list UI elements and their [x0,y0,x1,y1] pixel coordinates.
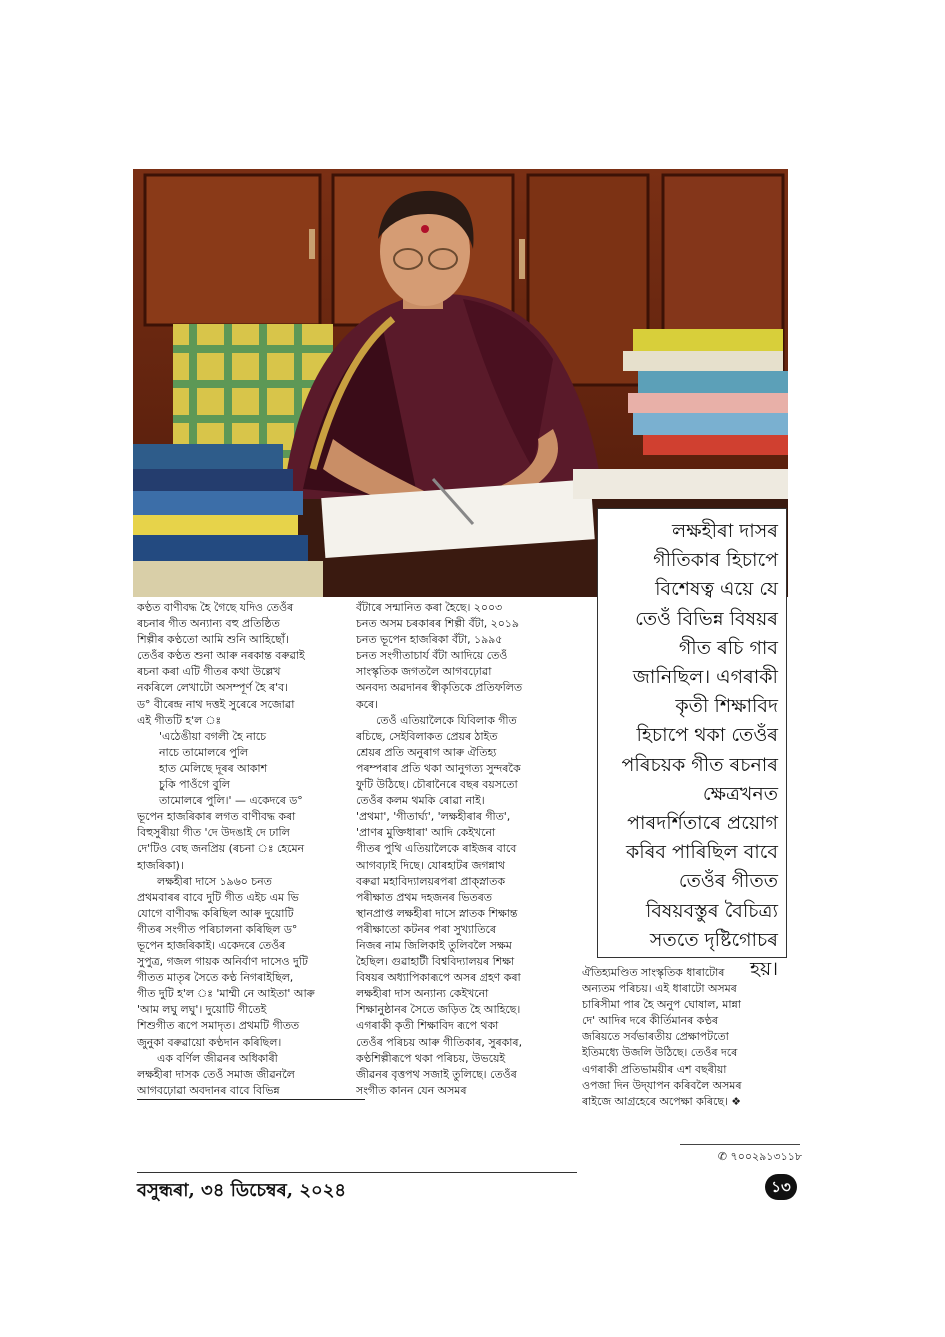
text-line: 'প্ৰাণৰ মুক্তিধাৰা' আদি কেইখনো [356,826,496,840]
text-line: প্ৰথমবাৰৰ বাবে দুটি গীত এইচ এম ভি [137,890,299,904]
verse-line: হাত মেলিছে দূৰৰ আকাশ [159,761,268,775]
text-line: শ্ৰেয়ৰ প্ৰতি অনুৰাগ আৰু ঐতিহ্য [356,745,497,759]
pull-quote-line: বিশেষত্ব এয়ে যে [655,578,778,601]
pull-quote-line: গীত ৰচি গাব [678,636,778,659]
verse-line: তামোলৰে পুলি।' — একেদৰে ড° [159,794,303,808]
text-line: এক বৰ্ণিল জীৱনৰ অধিকাৰী [157,1051,278,1065]
pull-quote-line: তেওঁ বিভিন্ন বিষয়ৰ [635,607,778,630]
text-line: চাৰিসীমা পাৰ হৈ অনুপ ঘোষাল, মান্না [582,998,741,1012]
text-line: লক্ষহীৰা দাস অন্যান্য কেইখনো [356,987,489,1001]
text-line: কৰে। [356,697,379,711]
text-line: 'আম লঘু লঘু'। দুয়োটি গীতেই [137,1003,267,1017]
article-column-2 [356,600,580,1099]
text-line: তেওঁৰ কলম থমকি ৰোৱা নাই। [356,794,485,808]
text-line: শিল্পীৰ কণ্ঠতো আমি শুনি আহিছোঁ। [137,633,289,647]
text-line: বিহুসুৰীয়া গীত 'দে উদঙাই দে ঢালি [137,826,290,840]
text-line: জৰিয়তে সৰ্বভাৰতীয় প্ৰেক্ষাপটতো [582,1030,729,1044]
footer-divider [137,1172,577,1173]
pull-quote-line: জানিছিল। এগৰাকী [632,666,778,689]
text-line: তেওঁৰ পৰিচয় আৰু গীতিকাৰ, সুৰকাৰ, [356,1035,523,1049]
pull-quote-line: গীতিকাৰ হিচাপে [653,549,778,572]
text-line: লক্ষহীৰা দাসে ১৯৬০ চনত [157,874,272,888]
text-line: ৰচনা কৰা এটি গীতৰ কথা উল্লেখ [137,665,281,679]
text-line: আগবঢ়োৱা অবদানৰ বাবে বিভিন্ন [137,1083,365,1100]
text-line: পৰীক্ষাত প্ৰথম দহজনৰ ভিতৰত [356,890,492,904]
text-line: অনবদ্য অৱদানৰ স্বীকৃতিকে প্ৰতিফলিত [356,681,522,695]
phone-divider [680,1144,800,1145]
text-line: গীতৰ সংগীত পৰিচালনা কৰিছিল ড° [137,922,298,936]
text-line: হৈছিল। গুৱাহাটী বিশ্ববিদ্যালয়ৰ শিক্ষা [356,955,515,969]
text-line: কণ্ঠত বাণীবদ্ধ হৈ গৈছে যদিও তেওঁৰ [137,601,294,614]
text-line: এগৰাকী প্ৰতিভাময়ীৰ এশ বছৰীয়া [582,1062,727,1076]
text-line: দে' আদিৰ দৰে কীৰ্তিমানৰ কণ্ঠৰ [582,1014,719,1028]
footer-magazine-date: বসুন্ধৰা, ৩৪ ডিচেম্বৰ, ২০২৪ [137,1180,347,1201]
verse-line: নাচে তামোলৰে পুলি [159,745,248,759]
pull-quote-line: তেওঁৰ গীতত [678,870,778,893]
pull-quote-line: হয়। [750,958,778,981]
text-line: নকৰিলে লেখাটো অসম্পূৰ্ণ হৈ ৰ'ব। [137,681,289,695]
text-line: গীতত মাতৃৰ সৈতে কণ্ঠ নিগৰাইছিল, [137,971,294,985]
text-line: যোগে বাণীবদ্ধ কৰিছিল আৰু দুয়োটি [137,906,294,920]
author-phone: ✆ ৭০০২৯১৩১১৮ [717,1150,802,1163]
text-line: অন্যতম পৰিচয়। এই ধাৰাটো অসমৰ [582,982,737,996]
text-line: বঁটাৰে সন্মানিত কৰা হৈছে। ২০০৩ [356,601,503,614]
text-line: বিষয়ৰ অধ্যাপিকাৰূপে অসৰ গ্ৰহণ কৰা [356,971,521,985]
text-line: স্থানপ্ৰাপ্ত লক্ষহীৰা দাসে স্নাতক শিক্ষান্ত [356,906,518,920]
text-line: দে'টিও বেছ জনপ্ৰিয় (ৰচনা ঃ হেমেন [137,842,305,856]
text-line: কণ্ঠশিল্পীৰূপে থকা পৰিচয়, উভয়েই [356,1051,506,1065]
article-column-1 [137,600,365,1100]
pull-quote-line: ক্ষেত্ৰখনত [702,782,778,805]
text-line: ঐতিহ্যমণ্ডিত সাংস্কৃতিক ধাৰাটোৰ [582,966,725,979]
text-line: গীত দুটি হ'ল ঃ 'মাম্মী নে আইতা' আৰু [137,987,315,1001]
text-line: সুপুত্ৰ, গজল গায়ক অনিৰ্বাণ দাসেও দুটি [137,955,308,969]
text-line: চনত সংগীতাচাৰ্য বঁটা আদিয়ে তেওঁ [356,649,508,663]
text-line: ওপজা দিন উদ্‌যাপন কৰিবলৈ অসমৰ [582,1078,742,1092]
text-line: জুনুকা বৰুৱায়ো কণ্ঠদান কৰিছিল। [137,1035,282,1049]
pull-quote-line: পাৰদৰ্শিতাৰে প্ৰয়োগ [627,812,778,835]
verse-line: চুকি পাওঁগে বুলি [159,778,230,792]
text-line: ফুটি উঠিছে। চৌৰানৈৰে বছৰ বয়সতো [356,778,518,792]
text-line: সংগীত কানন যেন অসমৰ [356,1083,467,1097]
page-number: ১৩ [765,1174,797,1200]
text-line: তেওঁৰ কণ্ঠত শুনা আৰু নৰকান্ত বৰুৱাই [137,649,305,663]
text-line: ৰাইজে আগ্ৰহেৰে অপেক্ষা কৰিছে। ❖ [582,1094,742,1108]
pull-quote-line: কৰিব পাৰিছিল বাবে [625,841,778,864]
text-line: নিজৰ নাম জিলিকাই তুলিবলৈ সক্ষম [356,938,512,952]
text-line: এগৰাকী কৃতী শিক্ষাবিদ ৰূপে থকা [356,1019,499,1033]
text-line: ভূপেন হাজৰিকাৰ লগত বাণীবদ্ধ কৰা [137,810,296,824]
text-line: ড° বীৰেন্দ্ৰ নাথ দত্তই সুৰেৰে সজোৱা [137,697,295,711]
pull-quote-line: সততে দৃষ্টিগোচৰ [649,928,778,951]
text-line: সাংস্কৃতিক জগতলৈ আগবঢ়োৱা [356,665,492,679]
pull-quote-line: পৰিচয়ক গীত ৰচনাৰ [621,753,778,776]
pull-quote-line: বিষয়বস্তুৰ বৈচিত্ৰ্য [645,899,778,922]
text-line: লক্ষহীৰা দাসক তেওঁ সমাজ জীৱনলৈ [137,1067,295,1081]
text-line: চনত ভূপেন হাজৰিকা বঁটা, ১৯৯৫ [356,633,503,647]
pull-quote-line: হিচাপে থকা তেওঁৰ [636,724,778,747]
pull-quote-line: লক্ষহীৰা দাসৰ [672,520,778,542]
text-line: হাজৰিকা)। [137,858,184,872]
text-line: আগবঢ়াই দিছে। যোৰহাটৰ জগন্নাথ [356,858,505,872]
text-line: ৰচনাৰ গীত অন্যান্য বহু প্ৰতিষ্ঠিত [137,617,280,631]
text-line: গীতৰ পুথি এতিয়ালৈকে ৰাইজৰ বাবে [356,842,517,856]
text-line: বৰুৱা মহাবিদ্যালয়ৰপৰা প্ৰাক্‌স্নাতক [356,874,505,888]
text-line: পৰম্পৰাৰ প্ৰতি থকা আনুগত্য সুন্দৰকৈ [356,761,521,775]
text-line: চনত অসম চৰকাৰৰ শিল্পী বঁটা, ২০১৯ [356,617,519,631]
pull-quote-line: কৃতী শিক্ষাবিদ [675,695,778,718]
text-line: 'প্ৰথমা', 'গীতাৰ্ঘ্য', 'লক্ষহীৰাৰ গীত', [356,810,511,824]
text-line: পৰীক্ষাতো কটনৰ পৰা সুখ্যাতিৰে [356,922,497,936]
text-line: শিক্ষানুষ্ঠানৰ সৈতে জড়িত হৈ আহিছে। [356,1003,521,1017]
verse-line: 'এঠেঙীয়া বগলী হৈ নাচে [159,729,267,743]
text-line: ভূপেন হাজৰিকাই। একেদৰে তেওঁৰ [137,938,286,952]
text-line: জীৱনৰ বৃত্তপথ সজাই তুলিছে। তেওঁৰ [356,1067,517,1081]
article-column-3 [582,965,801,1110]
text-line: তেওঁ এতিয়ালৈকে যিবিলাক গীত [376,713,517,727]
text-line: শিশুগীত ৰূপে সমাদৃত। প্ৰথমটি গীতত [137,1019,300,1033]
text-line: ৰচিছে, সেইবিলাকত প্ৰেয়ৰ ঠাইত [356,729,498,743]
text-line: ইতিমধ্যে উজলি উঠিছে। তেওঁৰ দৰে [582,1046,738,1060]
text-line: এই গীতটি হ'ল ঃ [137,713,222,727]
